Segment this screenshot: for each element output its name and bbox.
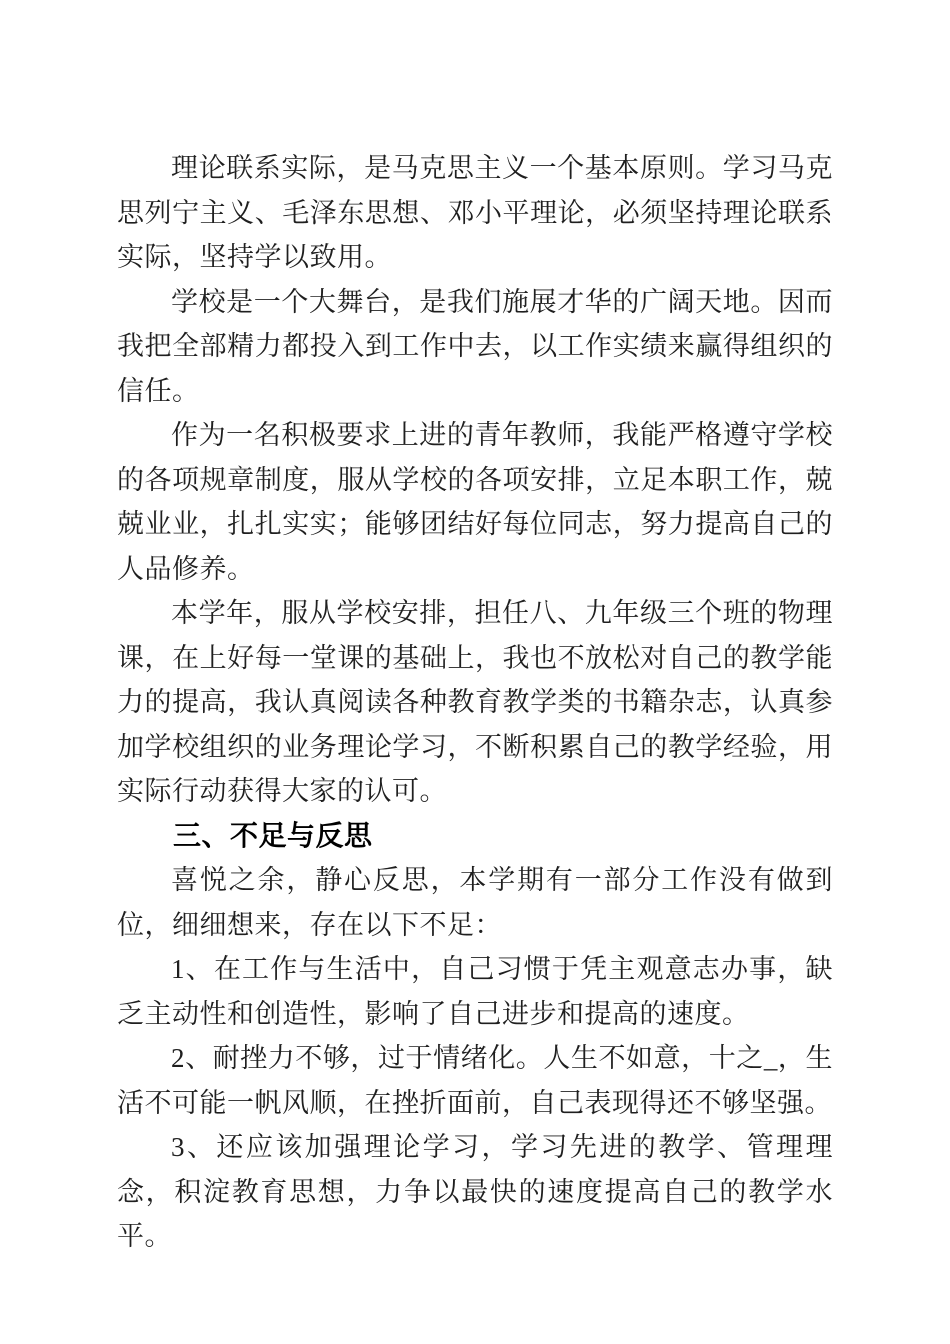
section-heading: 三、不足与反思 [173, 819, 373, 851]
paragraph: 本学年，服从学校安排，担任八、九年级三个班的物理课，在上好每一堂课的基础上，我也不放松对自己的教学能力的提高，我认真阅读各种教育教学类的书籍杂志，认真参加学校组织的业务理论学习，不断积累自己的教学经验，用实际行动获得大家的认可。 [117, 598, 833, 806]
paragraph: 2、耐挫力不够，过于情绪化。人生不如意，十之_，生活不可能一帆风顺，在挫折面前，自己表现得还不够坚强。 [117, 1043, 833, 1118]
paragraph: 理论联系实际，是马克思主义一个基本原则。学习马克思列宁主义、毛泽东思想、邓小平理论，必须坚持理论联系实际，坚持学以致用。 [117, 153, 833, 272]
paragraph: 3、还应该加强理论学习，学习先进的教学、管理理念，积淀教育思想，力争以最快的速度提高自己的教学水平。 [117, 1132, 833, 1251]
paragraph: 作为一名积极要求上进的青年教师，我能严格遵守学校的各项规章制度，服从学校的各项安排，立足本职工作，兢兢业业，扎扎实实；能够团结好每位同志，努力提高自己的人品修养。 [117, 420, 833, 584]
paragraph: 1、在工作与生活中，自己习惯于凭主观意志办事，缺乏主动性和创造性，影响了自己进步和提高的速度。 [117, 954, 833, 1029]
paragraph: 学校是一个大舞台，是我们施展才华的广阔天地。因而我把全部精力都投入到工作中去，以工作实绩来赢得组织的信任。 [117, 286, 833, 406]
document-content [117, 146, 833, 1259]
paragraph: 喜悦之余，静心反思，本学期有一部分工作没有做到位，细细想来，存在以下不足： [117, 865, 833, 940]
